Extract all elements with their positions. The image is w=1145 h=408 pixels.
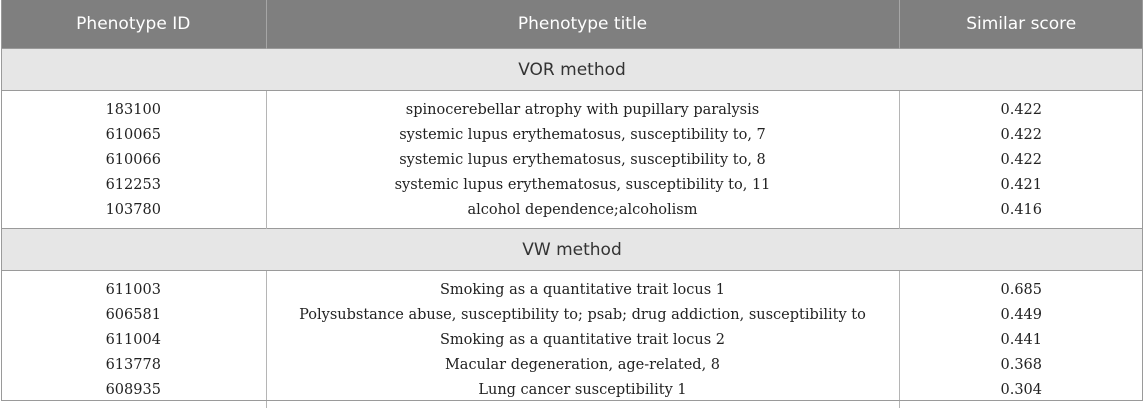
phenotype-title-cell: spinocerebellar atrophy with pupillary paralysis [266, 91, 899, 123]
phenotype-id-cell: 183100 [1, 91, 266, 123]
phenotype-title-cell: alcohol dependence;alcoholism [266, 197, 899, 229]
similar-score-cell: 0.421 [1000, 176, 1042, 193]
phenotype-title-cell: Smoking as a quantitative trait locus 1 [266, 271, 899, 303]
phenotype-title-cell: Smoking as a quantitative trait locus 2 [266, 327, 899, 352]
similar-score-cell: 0.449 [1000, 306, 1042, 323]
phenotype-id-cell: 606581 [1, 302, 266, 327]
section-row-vor [1, 49, 1143, 91]
similar-score-cell: 0.422 [1000, 126, 1042, 143]
section-title: VOR method [1, 49, 1143, 91]
header-phenotype-id: Phenotype ID [1, 0, 266, 49]
phenotype-id-cell: 611004 [1, 327, 266, 352]
similar-score-cell: 0.368 [1000, 356, 1042, 373]
table-row [1, 172, 1143, 197]
table-row [1, 271, 1143, 303]
similar-score-cell: 0.422 [1000, 151, 1042, 168]
phenotype-id-cell: 610066 [1, 147, 266, 172]
phenotype-title-cell: Lung cancer susceptibility 1 [266, 377, 899, 408]
phenotype-title-cell: Polysubstance abuse, susceptibility to; psab; drug addiction, susceptibility to [266, 302, 899, 327]
table-row [1, 352, 1143, 377]
phenotype-id-cell: 613778 [1, 352, 266, 377]
header-phenotype-title: Phenotype title [266, 0, 899, 49]
phenotype-id-cell: 103780 [1, 197, 266, 229]
section-row-vw [1, 229, 1143, 271]
phenotype-id-cell: 611003 [1, 271, 266, 303]
phenotype-id-cell: 612253 [1, 172, 266, 197]
table-row [1, 377, 1143, 408]
header-row [1, 0, 1143, 49]
table-row [1, 147, 1143, 172]
table-row [1, 122, 1143, 147]
table-row [1, 302, 1143, 327]
similar-score-cell: 0.441 [1000, 331, 1042, 348]
section-title: VW method [1, 229, 1143, 271]
similar-score-cell: 0.304 [1000, 381, 1042, 398]
similar-score-cell: 0.416 [1000, 201, 1042, 218]
phenotype-title-cell: Macular degeneration, age-related, 8 [266, 352, 899, 377]
phenotype-id-cell: 610065 [1, 122, 266, 147]
similar-score-cell: 0.685 [1000, 281, 1042, 298]
table-row [1, 197, 1143, 229]
phenotype-title-cell: systemic lupus erythematosus, susceptibility to, 11 [266, 172, 899, 197]
phenotype-id-cell: 608935 [1, 377, 266, 408]
phenotype-table [1, 0, 1143, 408]
table-row [1, 91, 1143, 123]
table-row [1, 327, 1143, 352]
phenotype-title-cell: systemic lupus erythematosus, susceptibility to, 7 [266, 122, 899, 147]
header-similar-score: Similar score [899, 0, 1143, 49]
phenotype-title-cell: systemic lupus erythematosus, susceptibility to, 8 [266, 147, 899, 172]
similar-score-cell: 0.422 [1000, 101, 1042, 118]
